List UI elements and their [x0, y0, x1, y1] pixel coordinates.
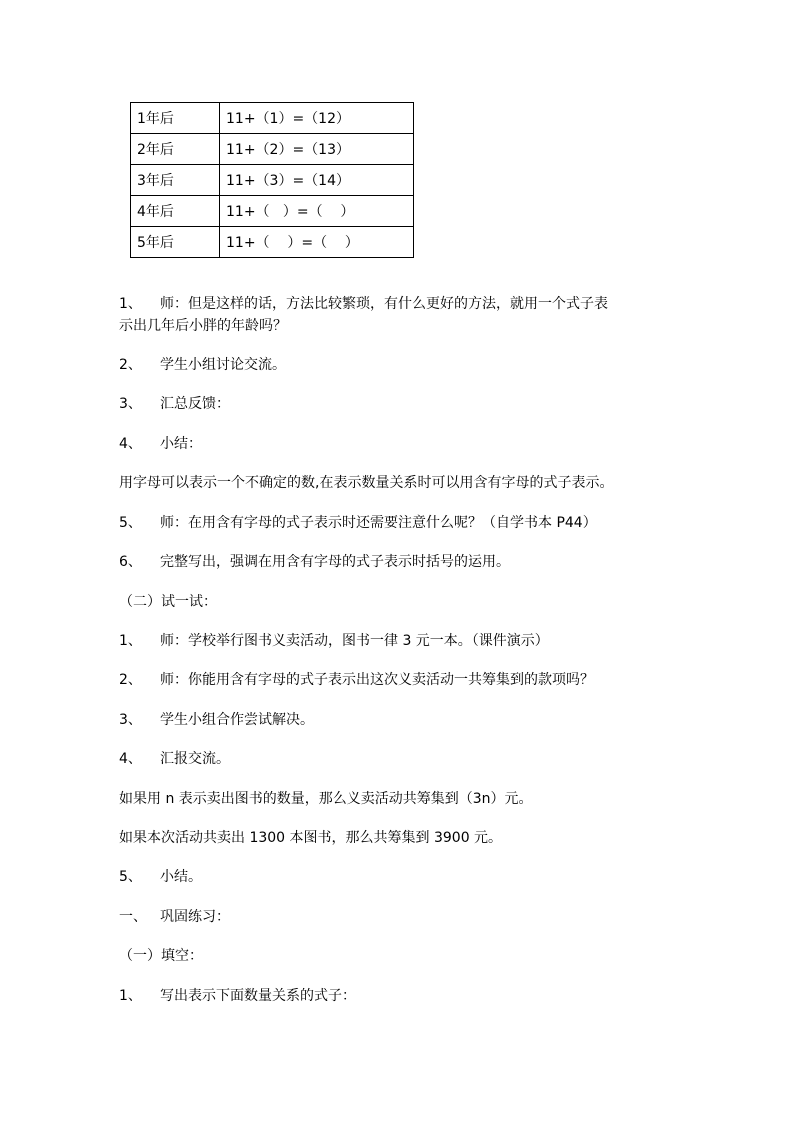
table-row — [131, 196, 414, 227]
step-number: 2、 — [119, 672, 142, 688]
trial-step-3 — [119, 710, 314, 730]
year-cell: 2年后 — [131, 134, 220, 165]
step-1-continued: 示出几年后小胖的年龄吗？ — [119, 318, 287, 334]
table-row — [131, 134, 414, 165]
table-row — [131, 227, 414, 258]
step-number: 1、 — [119, 633, 142, 649]
expression-cell: 11+（3）=（14） — [220, 165, 414, 196]
answer-line-2: 如果本次活动共卖出 1300 本图书，那么共筹集到 3900 元。 — [119, 830, 503, 846]
step-text: 小结。 — [160, 869, 202, 885]
age-table — [130, 102, 414, 258]
step-number: 3、 — [119, 712, 142, 728]
expression-cell: 11+（2）=（13） — [220, 134, 414, 165]
year-cell: 4年后 — [131, 196, 220, 227]
step-number: 4、 — [119, 751, 142, 767]
step-5 — [119, 513, 597, 533]
expression-cell: 11+（1）=（12） — [220, 103, 414, 134]
step-text: 小结： — [160, 436, 202, 452]
answer-line-1: 如果用 n 表示卖出图书的数量，那么义卖活动共筹集到（3n）元。 — [119, 791, 533, 807]
step-text: 学生小组合作尝试解决。 — [160, 712, 314, 728]
fill-step-1 — [119, 986, 356, 1006]
step-text: 完整写出，强调在用含有字母的式子表示时括号的运用。 — [160, 554, 510, 570]
step-number: 3、 — [119, 396, 142, 412]
step-number: 5、 — [119, 515, 142, 531]
subsection-heading: （一）填空： — [119, 948, 203, 964]
section-number: 一、 — [119, 909, 147, 925]
summary-paragraph: 用字母可以表示一个不确定的数,在表示数量关系时可以用含有字母的式子表示。 — [119, 475, 614, 491]
trial-step-1 — [119, 631, 549, 651]
trial-step-2 — [119, 670, 594, 690]
step-6 — [119, 552, 510, 572]
step-number: 1、 — [119, 988, 142, 1004]
trial-step-4 — [119, 749, 230, 769]
step-text: 学生小组讨论交流。 — [160, 357, 286, 373]
trial-step-5 — [119, 867, 202, 887]
step-text: 师：但是这样的话，方法比较繁琐，有什么更好的方法，就用一个式子表 — [160, 296, 608, 312]
expression-cell: 11+（ ）=（ ） — [220, 227, 414, 258]
step-3 — [119, 394, 230, 414]
step-number: 2、 — [119, 357, 142, 373]
year-cell: 5年后 — [131, 227, 220, 258]
table-row — [131, 165, 414, 196]
step-number: 6、 — [119, 554, 142, 570]
step-4 — [119, 434, 202, 454]
year-cell: 1年后 — [131, 103, 220, 134]
section-title: 巩固练习： — [160, 909, 230, 925]
section-heading: （二）试一试： — [119, 594, 217, 610]
step-text: 写出表示下面数量关系的式子： — [160, 988, 356, 1004]
step-number: 5、 — [119, 869, 142, 885]
year-cell: 3年后 — [131, 165, 220, 196]
step-text: 汇总反馈： — [160, 396, 230, 412]
step-number: 1、 — [119, 296, 142, 312]
step-text: 师：学校举行图书义卖活动，图书一律 3 元一本。（课件演示） — [160, 633, 549, 649]
step-number: 4、 — [119, 436, 142, 452]
step-text: 汇报交流。 — [160, 751, 230, 767]
expression-cell: 11+（ ）=（ ） — [220, 196, 414, 227]
step-text: 师：在用含有字母的式子表示时还需要注意什么呢？（自学书本 P44） — [160, 515, 597, 531]
step-1 — [119, 294, 608, 314]
section-heading — [119, 907, 230, 927]
step-2 — [119, 355, 286, 375]
step-text: 师：你能用含有字母的式子表示出这次义卖活动一共筹集到的款项吗？ — [160, 672, 594, 688]
table-row — [131, 103, 414, 134]
